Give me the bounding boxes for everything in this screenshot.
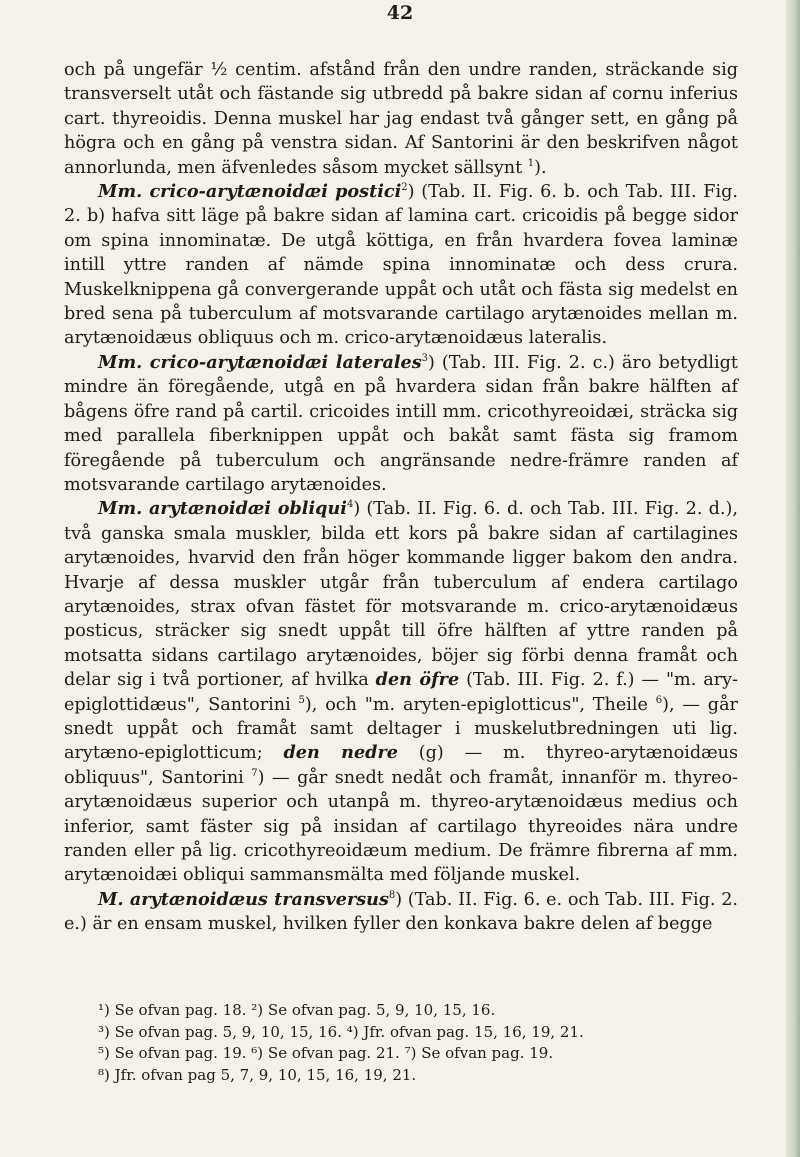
text-run: ) (Tab. III. Fig. 2. c.) äro betydligt mindre än föregående, utgå en på hvardera sidan från bakre hälften af bågens öfre rand på cartil. cricoides intill mm. cricothyreoidæi, sträcka sig med parallela fiberknippen uppåt och bakåt samt fästa sig framom föregående på tuberculum och angränsande nedre-främre randen af motsvarande cartilago arytænoides. [64,352,739,495]
page-number: 42 [386,2,414,24]
text-run: ) — går snedt nedåt och framåt, innanför m. thyreo-arytænoidæus superior och utanpå m. thyreo-arytænoidæus medius och inferior, samt fäster sig på insidan af cartilago thyreoides nära undre randen eller på lig. cricothyreoidæum medium. De främre fibrerna af mm. arytænoidæi obliqui sammansmälta med följande muskel. [64,767,738,886]
text-run: ) (Tab. II. Fig. 6. d. och Tab. III. Fig. 2. d.), två ganska smala muskler, bilda ett kors på bakre sidan af cartilagines arytænoides, hvarvid den från höger kommande ligger bakom den andra. Hvarje af dessa muskler utgår från tuberculum af endera cartilago arytænoides, strax ofvan fästet för motsvarande m. crico-arytænoidæus posticus, sträcker sig snedt uppåt till öfre hälften af yttre randen på motsatta sidans cartilago arytænoides, böjer sig förbi denna framåt och delar sig i två portioner, af hvilka [64,499,738,691]
text-run: ) (Tab. II. Fig. 6. b. och Tab. III. Fig. 2. b) hafva sitt läge på bakre sidan af lamina cart. cricoidis på begge sidor om spina innominatæ. De utgå köttiga, en från hvardera fovea laminæ intill yttre randen af nämde spina innominatæ och dess crura. Muskelknippena gå convergerande uppåt och utåt och fästa sig medelst en bred sena på tuberculum af motsvarande cartilago arytænoides mellan m. arytænoidæus obliquus och m. crico-arytænoidæus lateralis. [64,182,738,349]
paragraph [64,180,738,351]
emphasis: den öfre [375,669,460,691]
text-run: ), — går snedt uppåt och framåt samt deltager i muskelutbredningen uti lig. arytæno-epiglotticum; [64,694,738,764]
footnote-ref: 2 [401,182,408,194]
footnote: ³) Se ofvan pag. 5, 9, 10, 15, 16. ⁴) Jfr. ofvan pag. 15, 16, 19, 21. [98,1022,584,1041]
footnote-ref: 8 [388,889,396,901]
footnote-ref: 3 [421,353,429,365]
footnote-ref: 7 [251,767,258,779]
footnote-ref: 1 [527,157,535,169]
page-edge [786,0,800,1157]
footnote: ⁵) Se ofvan pag. 19. ⁶) Se ofvan pag. 21. ⁷) Se ofvan pag. 19. [98,1044,554,1062]
paragraph [64,888,738,937]
footnotes [98,1000,738,1086]
emphasis: den nedre [283,742,398,764]
footnote-ref: 4 [346,499,354,511]
paragraph [64,351,738,497]
body-text [64,58,738,937]
paragraph [64,497,738,888]
footnote: ⁸) Jfr. ofvan pag 5, 7, 9, 10, 15, 16, 19, 21. [98,1065,417,1084]
muscle-name: Mm. crico-arytænoidæi laterales [98,351,422,373]
footnote-ref: 5 [298,694,305,706]
text-run: och på ungefär ½ centim. afstånd från den undre randen, sträckande sig transverselt utåt och fästande sig utbredd på bakre sidan af cornu inferius cart. thyreoidis. Denna muskel har jag endast två gånger sett, en gång på högra och en gång på venstra sidan. Af Santorini är den beskrifven något annorlunda, men äfvenledes såsom mycket sällsynt [64,60,738,178]
footnote: ¹) Se ofvan pag. 18. ²) Se ofvan pag. 5, 9, 10, 15, 16. [98,1001,496,1019]
text-run: ) (Tab. II. Fig. 6. e. och Tab. III. Fig. 2. e.) är en ensam muskel, hvilken fyller den konkava bakre delen af begge [64,889,739,935]
footnote-ref: 6 [655,694,663,706]
muscle-name: Mm. crico-arytænoidæi postici [98,181,402,203]
muscle-name: Mm. arytænoidæi obliqui [98,498,347,520]
text-run: (g) — m. thyreo-arytænoidæus obliquus", Santorini [64,743,738,788]
muscle-name: M. arytænoidæus transversus [98,888,389,910]
paragraph [64,58,738,180]
text-run: ). [534,157,547,178]
text-run: (Tab. III. Fig. 2. f.) — "m. ary-epiglottidæus", Santorini [64,670,739,715]
text-run: ), och "m. aryten-epiglotticus", Theile [304,694,656,715]
